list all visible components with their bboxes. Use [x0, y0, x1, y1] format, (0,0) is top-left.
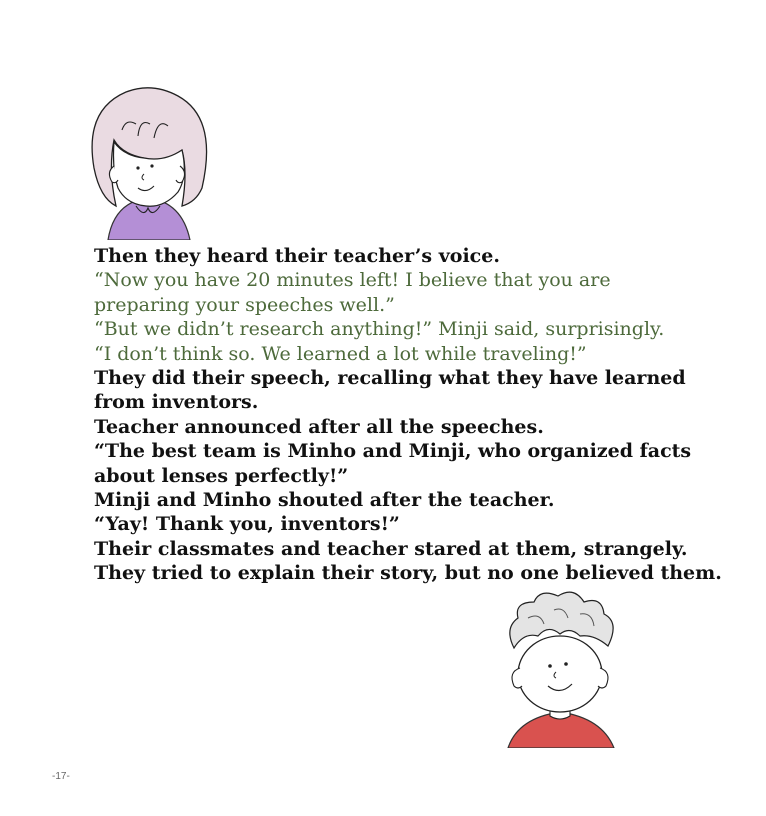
boy-illustration: [484, 588, 624, 748]
dialog-line: “I don’t think so. We learned a lot while traveling!”: [94, 342, 587, 365]
narration-line: Their classmates and teacher stared at them, strangely.: [94, 537, 688, 560]
boy-eye-right: [564, 662, 568, 666]
narration-line: They did their speech, recalling what they have learned: [94, 367, 686, 390]
girl-eye-right: [150, 164, 153, 167]
page-number: -17-: [52, 771, 70, 782]
dialog-line: “Now you have 20 minutes left! I believe that you are: [94, 269, 611, 292]
boy-eye-left: [548, 664, 552, 668]
narration-line: “The best team is Minho and Minji, who organized facts: [94, 440, 692, 463]
boy-face: [518, 636, 602, 712]
narration-line: about lenses perfectly!”: [94, 464, 349, 487]
girl-illustration: [78, 80, 218, 240]
narration-line: Then they heard their teacher’s voice.: [94, 245, 500, 267]
story-text: [94, 244, 734, 586]
narration-line: They tried to explain their story, but no one believed them.: [94, 562, 722, 585]
dialog-line: “But we didn’t research anything!” Minji said, surprisingly.: [94, 318, 665, 341]
dialog-line: preparing your speeches well.”: [94, 293, 395, 316]
narration-line: “Yay! Thank you, inventors!”: [94, 513, 400, 536]
narration-line: Minji and Minho shouted after the teacher.: [94, 489, 555, 512]
narration-line: Teacher announced after all the speeches.: [94, 415, 544, 438]
narration-line: from inventors.: [94, 391, 259, 414]
girl-eye-left: [136, 166, 139, 169]
